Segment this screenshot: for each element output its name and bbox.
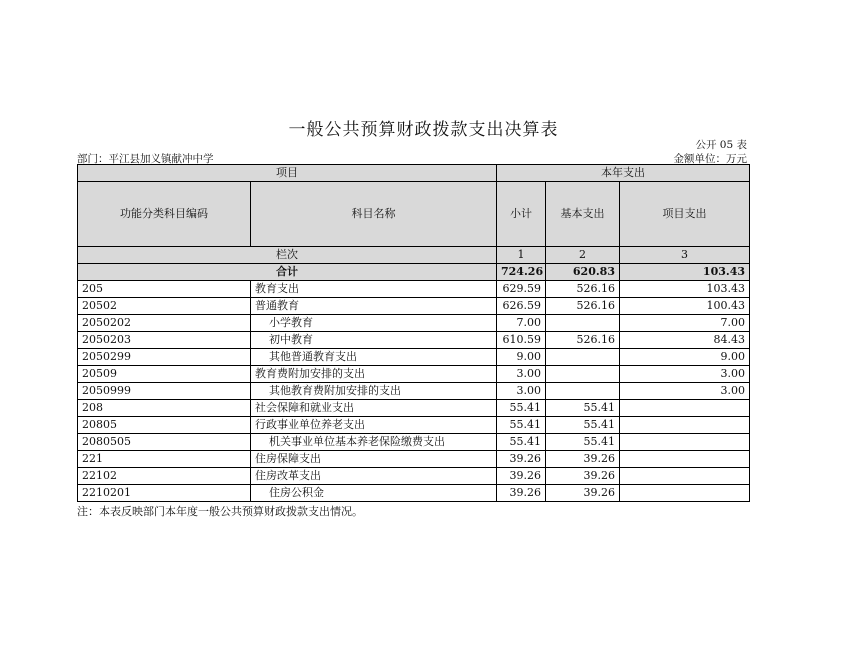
total-row: [78, 264, 750, 281]
expenditure-table: [77, 164, 750, 502]
row-project: [620, 451, 750, 468]
row-project: 3.00: [620, 383, 750, 400]
table-row: [78, 366, 750, 383]
row-project: 3.00: [620, 366, 750, 383]
row-subtotal: 55.41: [497, 417, 546, 434]
table-row: [78, 349, 750, 366]
row-subtotal: 39.26: [497, 451, 546, 468]
header-current-year: 本年支出: [497, 165, 750, 182]
row-code: 20509: [78, 366, 251, 383]
row-basic: [546, 349, 620, 366]
row-project: [620, 485, 750, 502]
header-project: 项目支出: [620, 182, 750, 247]
row-basic: 55.41: [546, 400, 620, 417]
header-name: 科目名称: [251, 182, 497, 247]
table-row: [78, 332, 750, 349]
row-basic: 39.26: [546, 468, 620, 485]
col-number-1: 1: [497, 247, 546, 264]
row-name: 其他教育费附加安排的支出: [251, 383, 497, 400]
row-project: [620, 468, 750, 485]
row-name: 住房改革支出: [251, 468, 497, 485]
page-title: 一般公共预算财政拨款支出决算表: [288, 120, 559, 140]
row-basic: [546, 315, 620, 332]
table-row: [78, 417, 750, 434]
row-name: 小学教育: [251, 315, 497, 332]
row-basic: 526.16: [546, 281, 620, 298]
row-name: 社会保障和就业支出: [251, 400, 497, 417]
row-code: 20502: [78, 298, 251, 315]
row-name: 其他普通教育支出: [251, 349, 497, 366]
row-code: 2210201: [78, 485, 251, 502]
row-project: 84.43: [620, 332, 750, 349]
row-name: 教育费附加安排的支出: [251, 366, 497, 383]
table-row: [78, 451, 750, 468]
row-subtotal: 55.41: [497, 434, 546, 451]
row-basic: 39.26: [546, 485, 620, 502]
row-basic: 39.26: [546, 451, 620, 468]
row-basic: [546, 366, 620, 383]
table-row: [78, 434, 750, 451]
row-subtotal: 39.26: [497, 485, 546, 502]
row-code: 221: [78, 451, 251, 468]
table-row: [78, 315, 750, 332]
col-number-2: 2: [546, 247, 620, 264]
row-basic: 55.41: [546, 417, 620, 434]
row-project: 9.00: [620, 349, 750, 366]
column-row-label: 栏次: [78, 247, 497, 264]
row-code: 208: [78, 400, 251, 417]
row-name: 普通教育: [251, 298, 497, 315]
table-row: [78, 400, 750, 417]
row-subtotal: 7.00: [497, 315, 546, 332]
row-subtotal: 9.00: [497, 349, 546, 366]
row-subtotal: 610.59: [497, 332, 546, 349]
row-project: [620, 400, 750, 417]
total-subtotal: 724.26: [497, 264, 546, 281]
total-project: 103.43: [620, 264, 750, 281]
row-basic: 526.16: [546, 332, 620, 349]
footnote: 注：本表反映部门本年度一般公共预算财政拨款支出情况。: [77, 505, 363, 518]
row-code: 20805: [78, 417, 251, 434]
table-row: [78, 383, 750, 400]
row-name: 初中教育: [251, 332, 497, 349]
table-row: [78, 298, 750, 315]
row-project: [620, 434, 750, 451]
row-code: 22102: [78, 468, 251, 485]
row-subtotal: 3.00: [497, 383, 546, 400]
header-basic: 基本支出: [546, 182, 620, 247]
row-basic: 55.41: [546, 434, 620, 451]
unit-label: 金额单位：万元: [673, 153, 747, 165]
header-item: 项目: [78, 165, 497, 182]
table-row: [78, 281, 750, 298]
form-number: 公开 05 表: [695, 139, 747, 151]
row-code: 2050203: [78, 332, 251, 349]
row-project: [620, 417, 750, 434]
total-label: 合计: [78, 264, 497, 281]
total-basic: 620.83: [546, 264, 620, 281]
column-number-row: [78, 247, 750, 264]
row-project: 100.43: [620, 298, 750, 315]
department-label: 部门：平江县加义镇献冲中学: [77, 153, 214, 165]
row-subtotal: 626.59: [497, 298, 546, 315]
header-subtotal: 小计: [497, 182, 546, 247]
row-subtotal: 39.26: [497, 468, 546, 485]
header-row-2: [78, 182, 750, 247]
header-row-1: [78, 165, 750, 182]
row-subtotal: 3.00: [497, 366, 546, 383]
header-code: 功能分类科目编码: [78, 182, 251, 247]
row-code: 2050299: [78, 349, 251, 366]
row-name: 机关事业单位基本养老保险缴费支出: [251, 434, 497, 451]
row-project: 103.43: [620, 281, 750, 298]
row-name: 住房保障支出: [251, 451, 497, 468]
row-code: 2050999: [78, 383, 251, 400]
row-code: 2080505: [78, 434, 251, 451]
row-name: 住房公积金: [251, 485, 497, 502]
row-name: 行政事业单位养老支出: [251, 417, 497, 434]
row-name: 教育支出: [251, 281, 497, 298]
row-project: 7.00: [620, 315, 750, 332]
table-row: [78, 468, 750, 485]
col-number-3: 3: [620, 247, 750, 264]
table-row: [78, 485, 750, 502]
row-subtotal: 55.41: [497, 400, 546, 417]
row-code: 2050202: [78, 315, 251, 332]
row-subtotal: 629.59: [497, 281, 546, 298]
row-basic: [546, 383, 620, 400]
row-code: 205: [78, 281, 251, 298]
row-basic: 526.16: [546, 298, 620, 315]
